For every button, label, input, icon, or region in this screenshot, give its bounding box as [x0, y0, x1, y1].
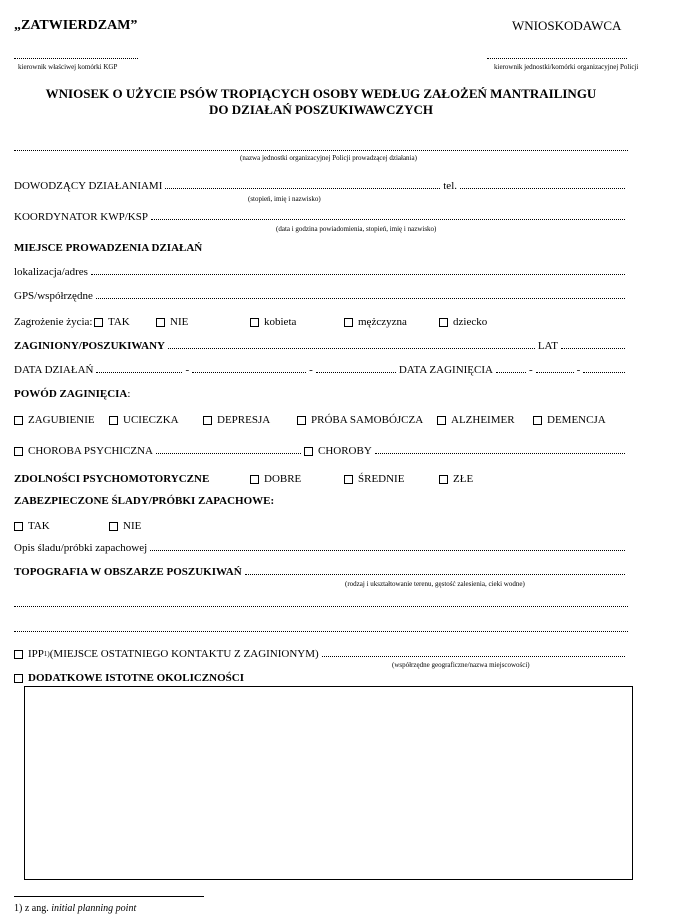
- footnote: 1) z ang. initial planning point: [14, 903, 137, 914]
- mental-field[interactable]: [156, 453, 301, 454]
- missing-label: ZAGINIONY/POSZUKIWANY: [14, 340, 165, 352]
- checkbox-icon: [14, 522, 23, 531]
- topo-field-3[interactable]: [14, 631, 628, 632]
- checkbox-icon: [14, 416, 23, 425]
- reason-diseases-checkbox[interactable]: CHOROBY: [304, 445, 372, 457]
- commander-label: DOWODZĄCY DZIAŁANIAMI: [14, 180, 163, 192]
- action-date-label: DATA DZIAŁAŃ: [14, 364, 94, 376]
- missing-date-month[interactable]: [536, 372, 574, 373]
- topo-row: [14, 566, 628, 578]
- action-date-year[interactable]: [316, 372, 396, 373]
- address-label: lokalizacja/adres: [14, 266, 88, 278]
- checkbox-icon: [344, 475, 353, 484]
- diseases-field[interactable]: [375, 453, 625, 454]
- checkbox-icon: [14, 650, 23, 659]
- unit-hint: (nazwa jednostki organizacyjnej Policji prowadzącej działania): [240, 154, 417, 162]
- trace-desc-label: Opis śladu/próbki zapachowej: [14, 542, 148, 554]
- commander-row: [14, 180, 628, 192]
- psycho-medium-checkbox[interactable]: ŚREDNIE: [344, 473, 404, 485]
- reason-heading-wrap: [14, 388, 130, 400]
- threat-label: Zagrożenie życia:: [14, 316, 93, 328]
- checkbox-icon: [14, 674, 23, 683]
- footnote-separator: [14, 896, 204, 897]
- applicant-signature-line[interactable]: [487, 58, 627, 59]
- address-row: [14, 266, 628, 278]
- checkbox-icon: [297, 416, 306, 425]
- date-separator: -: [309, 364, 313, 376]
- coordinator-row: [14, 211, 628, 223]
- date-separator: -: [185, 364, 190, 376]
- traces-heading: ZABEZPIECZONE ŚLADY/PRÓBKI ZAPACHOWE:: [14, 495, 275, 507]
- missing-row: [14, 340, 628, 352]
- reason-heading: POWÓD ZAGINIĘCIA: [14, 388, 128, 400]
- applicant-label: WNIOSKODAWCA: [512, 18, 622, 33]
- approve-signature-line[interactable]: [14, 58, 138, 59]
- reason-mental-checkbox[interactable]: CHOROBA PSYCHICZNA: [14, 445, 153, 457]
- female-checkbox[interactable]: kobieta: [250, 316, 296, 328]
- checkbox-icon: [94, 318, 103, 327]
- ipp-footnote-ref: 1): [43, 650, 50, 658]
- missing-date-label: DATA ZAGINIĘCIA: [398, 364, 493, 376]
- threat-yes-checkbox[interactable]: TAK: [94, 316, 130, 328]
- extra-label-wrap: [14, 672, 244, 686]
- disease-row: [14, 445, 628, 457]
- child-checkbox[interactable]: dziecko: [439, 316, 487, 328]
- coordinator-hint: (data i godzina powiadomienia, stopień, imię i nazwisko): [276, 225, 437, 233]
- checkbox-icon: [109, 416, 118, 425]
- checkbox-icon: [437, 416, 446, 425]
- trace-desc-field[interactable]: [150, 550, 625, 551]
- checkbox-icon: [304, 447, 313, 456]
- address-field[interactable]: [91, 274, 625, 275]
- missing-date-year[interactable]: [583, 372, 625, 373]
- gps-field[interactable]: [96, 298, 625, 299]
- checkbox-icon: [156, 318, 165, 327]
- topo-field[interactable]: [245, 574, 625, 575]
- age-field[interactable]: [561, 348, 625, 349]
- psycho-bad-checkbox[interactable]: ZŁE: [439, 473, 473, 485]
- action-date-month[interactable]: [192, 372, 306, 373]
- commander-field[interactable]: [165, 188, 440, 189]
- reason-lost-checkbox[interactable]: ZAGUBIENIE: [14, 414, 95, 426]
- reason-dementia-checkbox[interactable]: DEMENCJA: [533, 414, 606, 426]
- age-label: LAT: [537, 340, 558, 352]
- checkbox-icon: [250, 318, 259, 327]
- checkbox-icon: [439, 475, 448, 484]
- missing-field[interactable]: [168, 348, 535, 349]
- checkbox-icon: [439, 318, 448, 327]
- date-separator: -: [576, 364, 581, 376]
- trace-desc-row: [14, 542, 628, 554]
- reason-colon: :: [127, 388, 131, 400]
- reason-escape-checkbox[interactable]: UCIECZKA: [109, 414, 179, 426]
- traces-yes-checkbox[interactable]: TAK: [14, 520, 50, 532]
- missing-date-day[interactable]: [496, 372, 526, 373]
- applicant-sub: kierownik jednostki/komórki organizacyjnej Policji: [494, 63, 639, 71]
- ipp-checkbox[interactable]: IPP 1) (MIEJSCE OSTATNIEGO KONTAKTU Z ZAGINIONYM): [14, 648, 319, 660]
- extra-textarea[interactable]: [24, 686, 633, 880]
- reason-alzheimer-checkbox[interactable]: ALZHEIMER: [437, 414, 515, 426]
- dates-row: [14, 364, 628, 376]
- checkbox-icon: [533, 416, 542, 425]
- form-title-line2: DO DZIAŁAŃ POSZUKIWAWCZYCH: [209, 102, 433, 117]
- topo-label: TOPOGRAFIA W OBSZARZE POSZUKIWAŃ: [14, 566, 242, 578]
- male-checkbox[interactable]: mężczyzna: [344, 316, 407, 328]
- psycho-good-checkbox[interactable]: DOBRE: [250, 473, 301, 485]
- approve-label: „ZATWIERDZAM”: [14, 18, 138, 33]
- commander-hint: (stopień, imię i nazwisko): [248, 195, 321, 203]
- ipp-field[interactable]: [322, 656, 625, 657]
- gps-label: GPS/współrzędne: [14, 290, 93, 302]
- location-heading: MIEJSCE PROWADZENIA DZIAŁAŃ: [14, 242, 203, 254]
- form-title-line1: WNIOSEK O UŻYCIE PSÓW TROPIĄCYCH OSOBY WEDŁUG ZAŁOŻEŃ MANTRAILINGU: [45, 86, 597, 101]
- extra-checkbox[interactable]: DODATKOWE ISTOTNE OKOLICZNOŚCI: [14, 672, 244, 684]
- action-date-day[interactable]: [96, 372, 182, 373]
- psycho-label: ZDOLNOŚCI PSYCHOMOTORYCZNE: [14, 473, 210, 485]
- checkbox-icon: [109, 522, 118, 531]
- reason-depression-checkbox[interactable]: DEPRESJA: [203, 414, 270, 426]
- checkbox-icon: [250, 475, 259, 484]
- coordinator-field[interactable]: [151, 219, 625, 220]
- approve-sub: kierownik właściwej komórki KGP: [18, 63, 118, 71]
- threat-no-checkbox[interactable]: NIE: [156, 316, 188, 328]
- date-separator: -: [528, 364, 533, 376]
- ipp-hint: (współrzędne geograficzne/nazwa miejscowości): [392, 661, 530, 669]
- topo-field-2[interactable]: [14, 606, 628, 607]
- checkbox-icon: [203, 416, 212, 425]
- topo-hint: (rodzaj i ukształtowanie terenu, gęstość zalesienia, cieki wodne): [345, 580, 525, 588]
- coordinator-label: KOORDYNATOR KWP/KSP: [14, 211, 148, 223]
- traces-no-checkbox[interactable]: NIE: [109, 520, 141, 532]
- tel-field[interactable]: [460, 188, 625, 189]
- tel-label: tel.: [443, 180, 457, 192]
- checkbox-icon: [14, 447, 23, 456]
- reason-suicide-checkbox[interactable]: PRÓBA SAMOBÓJCZA: [297, 414, 423, 426]
- gps-row: [14, 290, 628, 302]
- ipp-row: [14, 648, 628, 660]
- checkbox-icon: [344, 318, 353, 327]
- unit-field[interactable]: [14, 150, 628, 151]
